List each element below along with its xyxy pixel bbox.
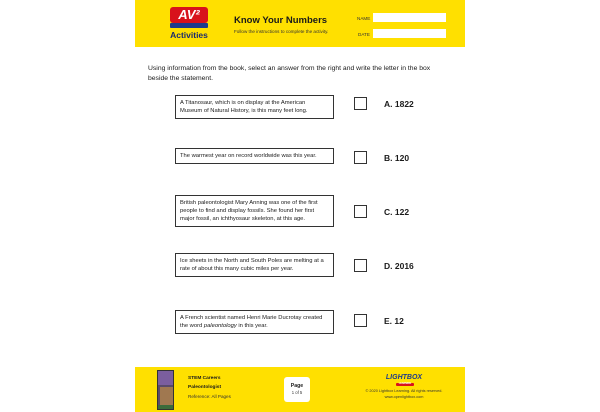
- lightbox-wordmark: LIGHTBOX: [385, 374, 423, 381]
- book-cover-thumbnail: [157, 370, 174, 410]
- instructions-text: Using information from the book, select an answer from the right and write the letter in the box beside the statement.: [148, 65, 431, 82]
- answer-box-3[interactable]: [354, 205, 367, 218]
- worksheet-page: [135, 0, 465, 412]
- lightbox-learning-bar: [396, 383, 414, 386]
- answer-box-1[interactable]: [354, 97, 367, 110]
- page-number: 1 of 5: [291, 390, 303, 395]
- page-indicator: [284, 377, 310, 402]
- page-label: Page: [290, 383, 304, 389]
- statement-1: A Titanosaur, which is on display at the American Museum of Natural History, is this many feet long.: [175, 95, 334, 119]
- footer-bar: [135, 367, 465, 412]
- page-subtitle: Follow the instructions to complete the activity.: [234, 29, 329, 34]
- date-field[interactable]: [373, 29, 446, 38]
- logo-mark: AV²: [170, 7, 208, 23]
- answer-box-2[interactable]: [354, 151, 367, 164]
- answer-option-a: A. 1822: [384, 99, 414, 109]
- name-label: NAME: [357, 16, 371, 21]
- header-bar: [135, 0, 465, 47]
- cover-ground: [158, 405, 174, 410]
- lightbox-logo: [384, 374, 424, 386]
- answer-option-d: D. 2016: [384, 261, 414, 271]
- copyright-text: © 2020 Lightbox Learning. All rights reserved.: [365, 389, 443, 393]
- av2-logo: [166, 7, 212, 29]
- answer-option-b: B. 120: [384, 153, 410, 163]
- name-field[interactable]: [373, 13, 446, 22]
- statement-5: [175, 310, 334, 334]
- activities-label: Activities: [170, 30, 208, 40]
- statement-3: British paleontologist Mary Anning was one of the first people to find and display fossils. She found her first major fossil, an ichthyosaur skeleton, at this age.: [175, 195, 334, 227]
- logo-subbar: [170, 23, 208, 28]
- cover-figure: [160, 387, 173, 405]
- statement-4: Ice sheets in the North and South Poles are melting at a rate of about this many cubic miles per year.: [175, 253, 334, 277]
- website-link[interactable]: www.openlightbox.com: [384, 395, 424, 399]
- answer-option-e: E. 12: [384, 316, 404, 326]
- date-label: DATE: [358, 32, 370, 37]
- statement-5-text-end: in this year.: [236, 323, 268, 329]
- answer-box-5[interactable]: [354, 314, 367, 327]
- lightbox-learning-label: LEARNING: [398, 382, 412, 385]
- page-title: Know Your Numbers: [234, 15, 328, 26]
- series-title: STEM Careers: [188, 376, 221, 381]
- book-title: Paleontologist: [188, 385, 222, 390]
- answer-box-4[interactable]: [354, 259, 367, 272]
- statement-5-text-start: A French scientist named Henri Marie Ducrotay created the word: [180, 315, 323, 329]
- answer-option-c: C. 122: [384, 207, 410, 217]
- cover-sky: [158, 371, 174, 385]
- reference-text: Reference: All Pages: [188, 394, 231, 399]
- statement-5-italic-word: paleontology: [203, 323, 237, 329]
- statement-2: The warmest year on record worldwide was this year.: [175, 148, 334, 164]
